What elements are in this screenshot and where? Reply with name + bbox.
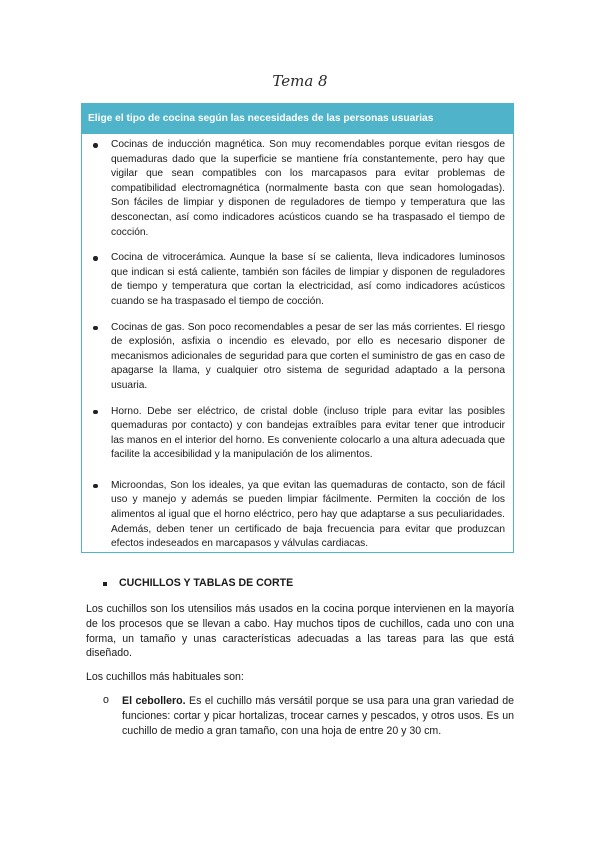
list-item (111, 405, 505, 463)
bullet-icon (93, 143, 98, 148)
list-item-text: Cocinas de inducción magnética. Son muy recomendables porque evitan riesgos de quemaduras dado que la superficie se mantiene fría constantemente, pero hay que vigilar que sean compatibles con los marcapasos para evitar problemas de compatibilidad electromagnética (normalmente basta con que sean homologadas). Son fáciles de limpiar y disponen de reguladores de tiempo y temperatura que las desconectan, así como indicadores acústicos cuando se ha traspasado el tiempo de cocción. (111, 139, 505, 238)
info-box-list (82, 138, 513, 552)
square-bullet-icon (103, 582, 107, 586)
info-box (81, 103, 514, 553)
circle-bullet-icon: o (103, 694, 109, 706)
list-item (111, 321, 505, 394)
bullet-icon (93, 484, 98, 489)
sub-item-text: Es el cuchillo más versátil porque se usa para una gran variedad de funciones: cortar y picar hortalizas, trocear carnes y pescados, y otros usos. Es un cuchillo de medio a gran tamaño, con una hoja de entre 20 y 30 cm. (122, 695, 514, 737)
list-item (111, 479, 505, 552)
list-item (111, 138, 505, 240)
bullet-icon (93, 410, 98, 415)
list-item (111, 251, 505, 309)
paragraph: Los cuchillos son los utensilios más usados en la cocina porque intervienen en la mayoría de los procesos que se llevan a cabo. Hay muchos tipos de cuchillos, cada uno con una forma, un tamaño y unas características adecuadas a las tareas para las que está diseñado. (86, 603, 514, 660)
list-item-text: Microondas, Son los ideales, ya que evitan las quemaduras de contacto, son de fácil uso y manejo y además se pueden limpiar fácilmente. Permiten la cocción de los alimentos al igual que el horno eléctrico, pero hay que adaptarse a sus peculiaridades. Además, deben tener un certificado de baja frecuencia para evitar que produzcan efectos indeseados en marcapasos y válvulas cardiacas. (111, 479, 505, 550)
bullet-icon (93, 326, 98, 331)
sub-item-term: El cebollero. (122, 695, 186, 707)
page-header-title: Tema 8 (272, 72, 328, 90)
section-title: CUCHILLOS Y TABLAS DE CORTE (119, 577, 294, 589)
paragraph: Los cuchillos más habituales son: (86, 671, 244, 683)
list-item-text: Cocina de vitrocerámica. Aunque la base sí se calienta, lleva indicadores luminosos que indican si está caliente, también son fáciles de limpiar y disponen de reguladores de tiempo y temperatura que cortan la electricidad, así como indicadores acústicos cuando se ha traspasado el tiempo de cocción. (111, 252, 505, 307)
sub-list-item (122, 694, 514, 738)
bullet-icon (93, 256, 98, 261)
info-box-title: Elige el tipo de cocina según las necesidades de las personas usuarias (82, 104, 513, 134)
list-item-text: Cocinas de gas. Son poco recomendables a pesar de ser las más corrientes. El riesgo de explosión, asfixia o incendio es elevado, por ello es necesario disponer de mecanismos adicionales de seguridad para que corten el suministro de gas en caso de apagarse la llama, y cualquier otro sistema de seguridad adaptado a la persona usuaria. (111, 321, 505, 391)
list-item-text: Horno. Debe ser eléctrico, de cristal doble (incluso triple para evitar las posibles quemaduras por contacto) y con bandejas extraíbles para evitar tener que introducir las manos en el interior del horno. Es conveniente colocarlo a una altura adecuada que facilite la accesibilidad y la manipulación de los alimentos. (111, 405, 505, 461)
